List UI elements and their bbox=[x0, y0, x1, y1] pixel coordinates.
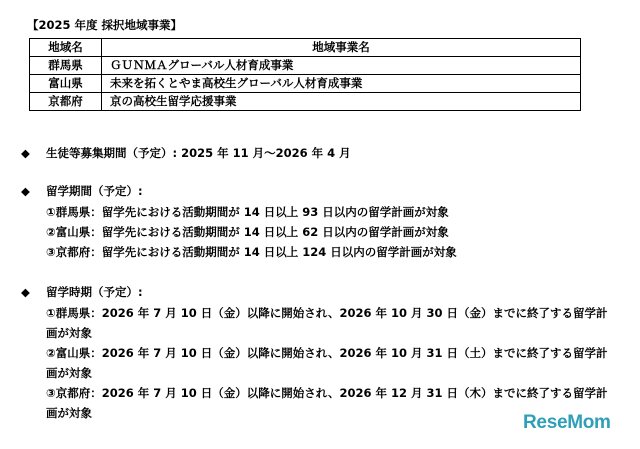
study-timing-line: 画が対象 bbox=[46, 406, 92, 420]
study-timing-line: 画が対象 bbox=[46, 366, 92, 380]
study-period-item: ①群馬県：留学先における活動期間が 14 日以上 93 日以内の留学計画が対象 bbox=[46, 205, 449, 219]
study-period-heading-text: 留学期間（予定）: bbox=[46, 184, 143, 198]
study-timing-line: 画が対象 bbox=[46, 326, 92, 340]
study-timing-line: ③京都府：2026 年 7 月 10 日（金）以降に開始され、2026 年 12 月 31 日（木）までに終了する留学計 bbox=[46, 386, 608, 400]
table-caption: 【2025 年度 採択地域事業】 bbox=[27, 18, 183, 32]
diamond-bullet-icon: ◆ bbox=[21, 285, 30, 299]
resemom-watermark-logo: ReseMom bbox=[523, 412, 611, 433]
regions-table bbox=[29, 38, 581, 111]
cell-region: 富山県 bbox=[30, 75, 102, 93]
cell-region: 群馬県 bbox=[30, 57, 102, 75]
study-period-item: ③京都府：留学先における活動期間が 14 日以上 124 日以内の留学計画が対象 bbox=[46, 245, 457, 259]
study-period-heading bbox=[21, 186, 143, 198]
header-project: 地域事業名 bbox=[102, 39, 581, 57]
table-row bbox=[30, 93, 581, 111]
recruitment-period bbox=[21, 148, 351, 160]
diamond-bullet-icon: ◆ bbox=[21, 146, 30, 160]
study-period-item: ②富山県：留学先における活動期間が 14 日以上 62 日以内の留学計画が対象 bbox=[46, 225, 449, 239]
cell-region: 京都府 bbox=[30, 93, 102, 111]
recruitment-text: 生徒等募集期間（予定）: 2025 年 11 月～2026 年 4 月 bbox=[46, 146, 351, 160]
table-header-row bbox=[30, 39, 581, 57]
table-row bbox=[30, 57, 581, 75]
study-timing-line: ①群馬県：2026 年 7 月 10 日（金）以降に開始され、2026 年 10 月 30 日（金）までに終了する留学計 bbox=[46, 306, 608, 320]
header-region: 地域名 bbox=[30, 39, 102, 57]
diamond-bullet-icon: ◆ bbox=[21, 184, 30, 198]
table-row bbox=[30, 75, 581, 93]
study-timing-line: ②富山県：2026 年 7 月 10 日（金）以降に開始され、2026 年 10 月 31 日（土）までに終了する留学計 bbox=[46, 346, 608, 360]
cell-project: ＧＵＮＭＡグローバル人材育成事業 bbox=[102, 57, 581, 75]
study-timing-heading-text: 留学時期（予定）: bbox=[46, 285, 143, 299]
cell-project: 京の高校生留学応援事業 bbox=[102, 93, 581, 111]
study-timing-heading bbox=[21, 287, 143, 299]
cell-project: 未来を拓くとやま高校生グローバル人材育成事業 bbox=[102, 75, 581, 93]
